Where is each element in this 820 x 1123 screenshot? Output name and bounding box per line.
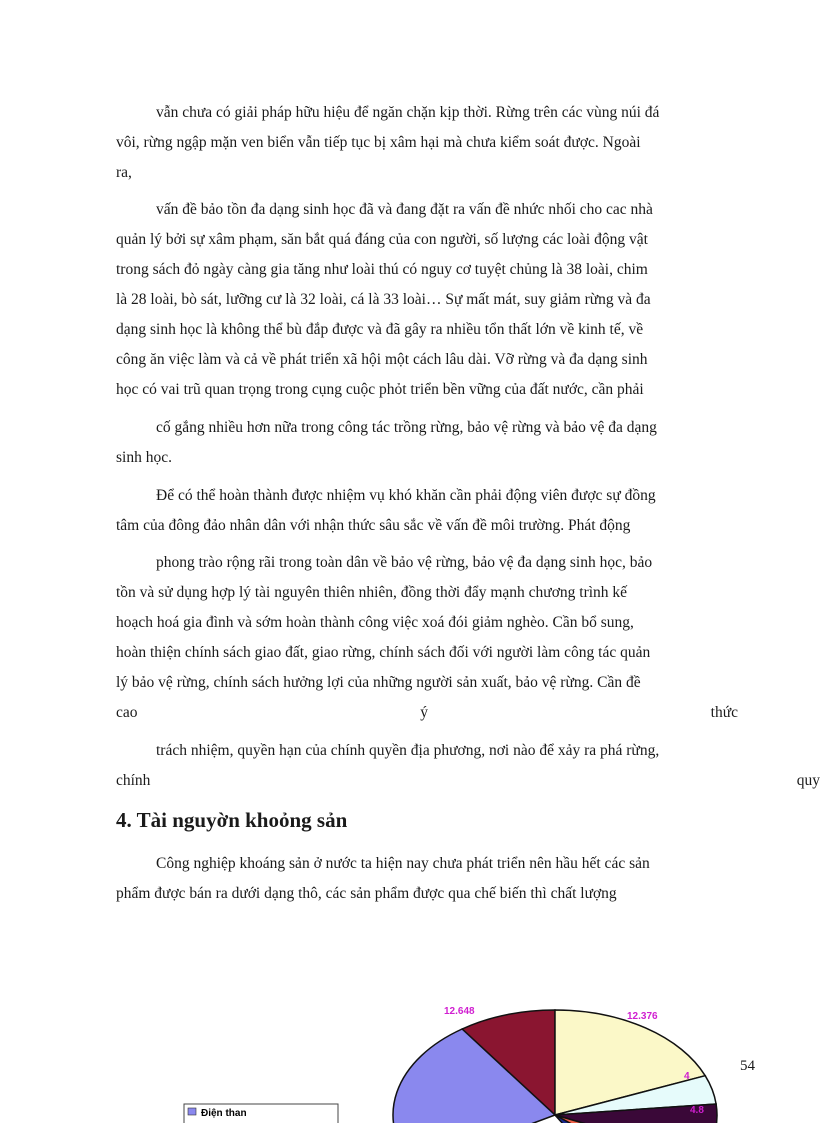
text-line: trách nhiệm, quyền hạn của chính quyền địa phương, nơi nào để xảy ra phá rừng, (156, 742, 660, 759)
legend-swatch (188, 1108, 196, 1115)
data-label: 4 (684, 1071, 690, 1082)
text-line: hoạch hoá gia đình và sớm hoàn thành công việc xoá đói giảm nghèo. Cần bổ sung, (116, 614, 634, 631)
text-line: vấn đề bảo tồn đa dạng sinh học đã và đang đặt ra vấn đề nhức nhối cho cac nhà (156, 201, 653, 218)
text-line: vôi, rừng ngập mặn ven biển vẫn tiếp tục bị xâm hại mà chưa kiểm soát được. Ngoài (116, 134, 641, 151)
text-word: chính (116, 772, 151, 789)
legend-entry: Điện than (201, 1108, 247, 1119)
page-number: 54 (740, 1058, 755, 1074)
text-line: dạng sinh học là không thể bù đắp được và đã gây ra nhiều tổn thất lớn về kinh tế, về (116, 321, 644, 338)
text-line: phẩm được bán ra dưới dạng thô, các sản phẩm được qua chế biến thì chất lượng (116, 885, 617, 902)
text-line: công ăn việc làm và cả về phát triển xã hội một cách lâu dài. Vỡ rừng và đa dạng sinh (116, 351, 648, 368)
text-line: quản lý bởi sự xâm phạm, săn bắt quá đáng của con người, số lượng các loài động vật (116, 231, 648, 248)
section-heading: 4. Tài nguyờn khoỏng sản (116, 808, 348, 832)
data-label: 4.8 (690, 1105, 704, 1116)
text-line: sinh học. (116, 449, 172, 466)
data-label: 12.376 (627, 1011, 658, 1022)
text-line: lý bảo vệ rừng, chính sách hưởng lợi của những người sản xuất, bảo vệ rừng. Cần đề (116, 674, 641, 691)
text-word: thức (710, 704, 738, 721)
text-line: tâm của đông đảo nhân dân với nhận thức sâu sắc về vấn đề môi trường. Phát động (116, 517, 631, 534)
text-line: Để có thể hoàn thành được nhiệm vụ khó khăn cần phải động viên được sự đồng (156, 487, 656, 504)
text-line: cố gắng nhiều hơn nữa trong công tác trồng rừng, bảo vệ rừng và bảo vệ đa dạng (156, 419, 657, 436)
text-word: ý (420, 704, 428, 721)
text-line: vẫn chưa có giải pháp hữu hiệu để ngăn chặn kịp thời. Rừng trên các vùng núi đá (156, 104, 660, 121)
data-label: 12.648 (444, 1006, 475, 1017)
pie-slices (393, 1010, 717, 1123)
text-line: học có vai trũ quan trọng trong cụng cuộc phỏt triển bền vững của đất nước, cần phải (116, 381, 644, 398)
text-line: Công nghiệp khoáng sản ở nước ta hiện nay chưa phát triển nên hầu hết các sản (156, 855, 650, 872)
text-line: ra, (116, 164, 132, 181)
text-line: trong sách đỏ ngày càng gia tăng như loài thú có nguy cơ tuyệt chủng là 38 loài, chim (116, 261, 648, 278)
text-line: phong trào rộng rãi trong toàn dân về bảo vệ rừng, bảo vệ đa dạng sinh học, bảo (156, 554, 653, 571)
text-line: là 28 loài, bò sát, lưỡng cư là 32 loài, cá là 33 loài… Sự mất mát, suy giảm rừng và đa (116, 291, 651, 308)
text-word: cao (116, 704, 138, 721)
text-line: tồn và sử dụng hợp lý tài nguyên thiên nhiên, đồng thời đẩy mạnh chương trình kế (116, 584, 628, 601)
text-word: quy (796, 772, 820, 789)
text-line: hoàn thiện chính sách giao đất, giao rừng, chính sách đối với người làm công tác quản (116, 644, 651, 661)
chart-legend (184, 1104, 338, 1123)
